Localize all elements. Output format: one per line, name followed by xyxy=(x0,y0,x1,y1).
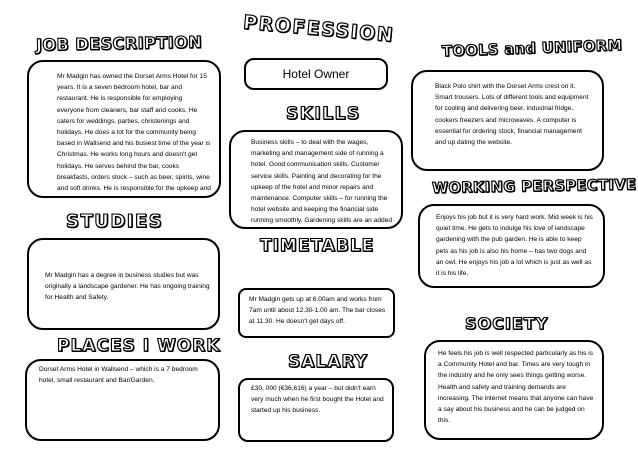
tools-text: Black Polo shirt with the Dorset Arms crest on it. Smart trousers. Lots of different tools and equipment for cooling and delivering beer, industrial fridge, cookers freezers and microwaves. A computer is essential for ordering stock, financial management and up dating the website. xyxy=(435,83,589,147)
working-perspective-heading: WORKING PERSPECTIVE xyxy=(431,177,637,197)
salary-heading: SALARY xyxy=(288,352,368,372)
timetable-text: Mr Madgin gets up at 6.00am and works from 7am until about 12.30-1.00 am. The bar closes at 11.30. He doesn't get days off. xyxy=(249,296,386,326)
profession-box xyxy=(244,58,388,90)
society-box xyxy=(424,340,604,440)
timetable-heading: TIMETABLE xyxy=(260,236,375,256)
tools-uniform-heading: TOOLS and UNIFORM xyxy=(441,37,623,61)
studies-heading: STUDIES xyxy=(66,211,164,232)
skills-heading: SKILLS xyxy=(286,104,361,124)
profession-heading: PROFESSION xyxy=(242,11,396,47)
places-i-work-box xyxy=(25,359,220,441)
job-description-box xyxy=(27,60,221,198)
perspective-text: Enjoys his job but it is very hard work. Mid week is his quiet time. He gets to indulge his love of landscape gardening with the pub garden. He is able to keep pets as his job is also his home – has two dogs and an owl. He enjoys his job a lot which is just as well as it is his life. xyxy=(436,214,593,278)
society-text: He feels his job is well respected particularly as his is a Community Hotel and bar. Times are very tough in the industry and he only sees things getting worse. Health and safety and training demands are increasing. The internet means that anyone can have a say about his business and he can be judged on this. xyxy=(438,350,594,425)
profession-value: Hotel Owner xyxy=(282,67,350,81)
society-heading: SOCIETY xyxy=(465,314,549,333)
working-perspective-box xyxy=(418,204,605,288)
places-text: Dorset Arms Hotel in Wallsend – which is a 7 bedroom hotel, small restaurant and Bar/Garden. xyxy=(39,366,198,385)
timetable-box xyxy=(238,288,395,338)
job-description-text: Mr Madgin has owned the Dorset Arms Hotel for 15 years. It is a seven bedroom hotel, bar and restaurant. He is responsible for employing everyone from cleaners, bar staff and cooks. He caters for weddings, parties, christenings and holidays. He does a lot for the community being based in Wallsend and his busiest time of the year is Christmas. He works long hours and doesn't get holidays. He serves behind the bar, cooks breakfasts, orders stock – such as beer, spirits, wine and soft drinks. He is responsible for the upkeep and xyxy=(57,73,211,193)
job-description-heading: JOB DESCRIPTION xyxy=(35,32,203,55)
studies-box xyxy=(27,238,220,330)
studies-text: Mr Madgin has a degree in business studies but was originally a landscape gardener. He has ongoing training for Health and Safety. xyxy=(45,272,210,302)
tools-uniform-box xyxy=(411,70,604,171)
salary-box xyxy=(238,378,394,442)
skills-box xyxy=(229,130,403,229)
skills-text: Business skills – to deal with the wages, marketing and management side of running a hotel. Good communication skills. Customer service skills. Painting and decorating for the upkeep of the hotel and minor repairs and maintenance. Computer skills – for running the hotel website and keeping the financial side running smoothly. Gardening skills are an added xyxy=(251,139,392,225)
salary-text: £30, 000 (€36,616) a year – but didn't earn very much when he first bought the Hotel and started up his business. xyxy=(251,385,384,415)
places-i-work-heading: PLACES I WORK xyxy=(57,336,221,356)
